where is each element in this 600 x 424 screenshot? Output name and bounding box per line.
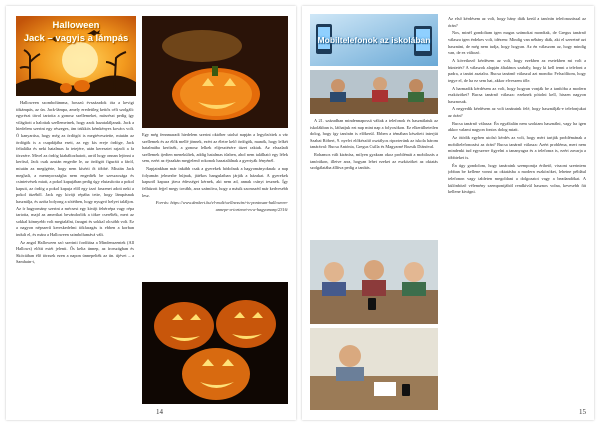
right-page-column-2 (448, 16, 586, 412)
title-line-1: Halloween (52, 20, 100, 31)
page-left (6, 6, 296, 420)
page-number: 14 (156, 408, 163, 416)
halloween-photo-2 (142, 282, 288, 404)
paragraph: A negyedik kérdésem az volt tanáraink felé, hogy használják-e telefonjukat az órán? (448, 106, 586, 119)
halloween-photo-1 (142, 16, 288, 128)
page-number: 15 (579, 408, 586, 416)
article-title-halloween (20, 16, 132, 68)
students-phones-icon (310, 240, 438, 324)
paragraph: Az angol Halloween szó szerinti fordítása a Mindenszentek (All Hallows) előtti estét jelenti. Ős kelta ünnep, az írországban és Skóciában élő törzsek ezen a napon ünnepelték az ún. újévet – a Samhain-t, (16, 239, 134, 265)
left-page-column-1 (16, 100, 134, 406)
paragraph: Az ötödik egyben utolsó kérdés az volt, hogy mért tartják problémának a mobiltelefonozást az órán? Bucsa tanárnő válasza: Azért probléma, mert nem mindenki tud egyszerre figyelni a tananyagra és a telefonra is, ezért zavarja a többieket is. (448, 135, 586, 160)
paragraph: Halloween szombolúmma, hosszú évszázadok óta a kevigi tökámpás, az ún. Jack-lámpa, amely eredetileg kettős célt szolgált: egyrészt távol tartotta a gonosz szellemeket, másrészt pedig így világított a halottak szellemeinek, hogy azok hazataláljanak. Jack a hiedelem szerint egy részeges, ám trükkös kémkényes kovács volt. Ó kanyarúsa, hogy még az ördögöt is megtévesztette, miután az ördögök is a csapdájába esett, az egy kis ereje ördöge, Jack feltalálta és neki hatalmas fa tetejére, után keresztet rajzolt a fa törzsére. Mivel az ördög kiabáltozhatott, arról hogy onnan lejönni a kerítsd, Jack csak azután engedte le, az ördögöt figuráit a fáról, miután az megígérte, hogy nem kísérti őt többé. Miután Jack meghalt, a mennyországba nem engedték be szeszacsága és csintetvések miatt, a pokol kapujában pedig úgy elutasította a pokol kapuit, az ördög a pokol kapuja elől egy izzó faszenet adott neki a pokol tüzéből. Jack egy kivájt répába tette, hogy lámpásnak használja, és azóta bolyong a sötétben, hogy nyugvó helyet találjon. Az ír hagyomány szerint a mécsest egy kivájt fehérrépa vagy répa tartotta, majd az amerikai bevándorlók a tökre cserélték, mert az sokkal könnyebb volt megtalálni, faragni és sokkal olcsóbb volt. Ez a nagyon népszerű kereskedelmi tökfaragás is ebben a korban indult el, és mára a Halloween szimbólumává vált. (16, 100, 134, 237)
pumpkin-lantern-icon (142, 16, 288, 128)
paragraph: Rohamos vált kiránísz, milyen gyakran okoz problémát a mobilozás a tanórákon, illetve arra, hogyan lehet ezeket az eszközöket az oktatás szolgálatába állítva pedig a tanítás. (310, 152, 438, 171)
classroom-photo-3 (310, 328, 438, 410)
source-citation: Forrás: https://www.denkert.hu/el-mult/wellness/mi-is-pontosan-halloween-unnepe-a-tortenet-es-a-hagyomany/2316/ (155, 200, 288, 212)
left-page-column-2 (142, 132, 288, 278)
paragraph: A harmadik kérdésem az volt, hogy hogyan vonják be a tanítóba a modern eszközöket? Bucsa tanárnő válasza: ezeknek pótolni kell, hiszen nagyon hasznosak. (448, 85, 586, 104)
paragraph: A következő kérdésem az volt, hogy ezekben az esetekben mi volt a büntetés? A válaszok alapján általános szabály, hogy ki kell tenni a telefont a padra, a tanári asztalra. Bucsa tanárnő válaszul azt mondta: Felszólítom, hogy tegye el, de ha ez sem hat, akkor elveszem tőle. (448, 57, 586, 83)
page-right (302, 6, 594, 420)
right-page-column-1 (310, 118, 438, 236)
classroom-photo-1 (310, 70, 438, 114)
paragraph: Napjainkban már inkább csak a gyerekek hódolnak a hagyományoknak: a nap folyamán jelmezbe bújnak, játékos hangulatban járják a házakat. A gyerekek kapuról kapura járva édességet kérnek, aki nem ad, annak csínyt tesznek. Így felhúzott fejjel megy tovább, arra számítva, hogy a másik szomszéd már kedvesebb lesz. (142, 166, 288, 198)
paragraph: Nos, minél gondoltam igen magas számokat mondtak, de Gregus tanárnő válasza igen érdekes volt, idézem: Mindig van néhány diák, aki el szeretné azt hasznáni, de még nem tudja, hogy hogyan. Az én válaszom az, hogy mindig van, de ez változó. (448, 30, 586, 56)
paragraph: Én úgy gondolom, hogy tanáraink szempontja érthető, viszont szerintem jobban be kellene vonni az oktatásba a modern eszközöket, lehetne például telefonon vagy tableten megoldani a dolgozatot vagy a beadandókat. A különböző vélemény szempontjából rendkívül hasznos volna, kevesebb fát kellene kivágni. (448, 162, 586, 195)
paragraph: Bucsa tanárnő válasza: Én egyáltalán nem szoktam használni, vagy ha igen akkor valami nagyon fontos dolog miatt. (448, 120, 586, 133)
title-line-2: Jack – vagyis a lámpás (23, 32, 129, 44)
article-title-mobile: Mobiltelefonok az iskolában (317, 35, 431, 45)
classroom-icon (310, 70, 438, 114)
student-desk-icon (310, 328, 438, 410)
paragraph: Egy még fennmaradt hiedelem szerint október utolsó napján a legyőzöttek a vár szellemek és az élők mellé jönnek, ezért az életre kelő ördögök, manók, hogy lelkét hatalmába kerítsék, a gonosz lelkek elijesztésére tüzet raktak. Az elszaladt szellemek ijedten menekültek, addig hatalmas tűzben, ahol nem található egy lélek sem, ezért az éjszakán megjelenő rokonok hazatalálnak a gyertyák fényénél. (142, 132, 288, 164)
paragraph: A 21. században mindennapossá váltak a telefonok és használatuk az iskolákban is, láthatjuk ezt nap mint nap a folyosókon. Ez elkerülhetetlen dolog, hogy így tanórán is előkerül. Ebben a témában készített interjút Szabai Róbert, 9. nyelvi előkészítő osztályos riporterünk az iskola három tanárával: Bucsa Antónia, Gregus Csilla és Magyarné Bozsik Diánóval. (310, 118, 438, 150)
classroom-photo-2 (310, 240, 438, 324)
paragraph: Az első kérdésem az volt, hogy hány diák kerül a tanórán telefonozással az órán? (448, 16, 586, 28)
pumpkins-icon (142, 282, 288, 404)
